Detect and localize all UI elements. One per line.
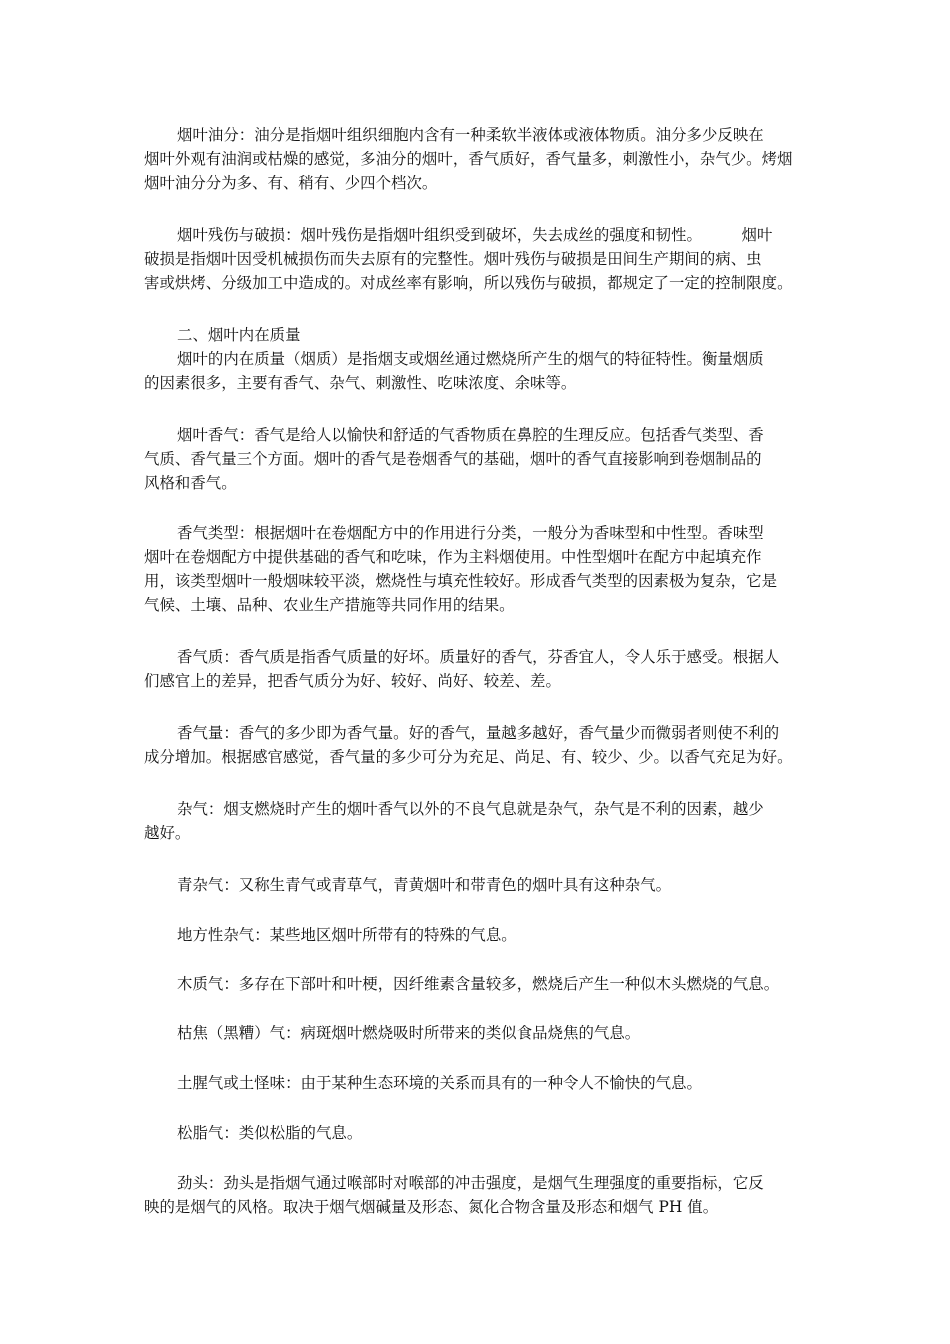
paragraph-line: 枯焦（黑糟）气：病斑烟叶燃烧吸时所带来的类似食品烧焦的气息。 [177, 1024, 641, 1042]
paragraph-line: 风格和香气。 [144, 474, 237, 492]
paragraph-line: 松脂气：类似松脂的气息。 [177, 1124, 363, 1142]
paragraph-line: 烟叶的内在质量（烟质）是指烟支或烟丝通过燃烧所产生的烟气的特征特性。衡量烟质 [177, 350, 764, 368]
paragraph-line: 木质气：多存在下部叶和叶梗，因纤维素含量较多，燃烧后产生一种似木头燃烧的气息。 [177, 975, 780, 993]
paragraph-line: 劲头：劲头是指烟气通过喉部时对喉部的冲击强度，是烟气生理强度的重要指标，它反 [177, 1174, 764, 1192]
paragraph-line: 香气量：香气的多少即为香气量。好的香气，量越多越好，香气量少而微弱者则使不利的 [177, 724, 780, 742]
paragraph-line: 土腥气或土怪味：由于某种生态环境的关系而具有的一种令人不愉快的气息。 [177, 1074, 702, 1092]
paragraph-line: 烟叶香气：香气是给人以愉快和舒适的气香物质在鼻腔的生理反应。包括香气类型、香 [177, 426, 764, 444]
paragraph-line: 们感官上的差异，把香气质分为好、较好、尚好、较差、差。 [144, 672, 561, 690]
paragraph-line: 杂气：烟支燃烧时产生的烟叶香气以外的不良气息就是杂气，杂气是不利的因素，越少 [177, 800, 764, 818]
paragraph-line: 成分增加。根据感官感觉，香气量的多少可分为充足、尚足、有、较少、少。以香气充足为好。 [144, 748, 793, 766]
paragraph-line: 烟叶外观有油润或枯燥的感觉，多油分的烟叶，香气质好，香气量多，刺激性小，杂气少。烤烟 [144, 150, 793, 168]
paragraph-line: 越好。 [144, 824, 191, 842]
paragraph-line: 气候、土壤、品种、农业生产措施等共同作用的结果。 [144, 596, 515, 614]
paragraph-line: 用，该类型烟叶一般烟味较平淡，燃烧性与填充性较好。形成香气类型的因素极为复杂，它是 [144, 572, 778, 590]
paragraph-line: 破损是指烟叶因受机械损伤而失去原有的完整性。烟叶残伤与破损是田间生产期间的病、虫 [144, 250, 762, 268]
paragraph-line: 烟叶油分分为多、有、稍有、少四个档次。 [144, 174, 438, 192]
paragraph-line: 害或烘烤、分级加工中造成的。对成丝率有影响，所以残伤与破损，都规定了一定的控制限度。 [144, 274, 793, 292]
paragraph-line: 气质、香气量三个方面。烟叶的香气是卷烟香气的基础，烟叶的香气直接影响到卷烟制品的 [144, 450, 762, 468]
paragraph-line: 地方性杂气：某些地区烟叶所带有的特殊的气息。 [177, 926, 517, 944]
paragraph-line: 映的是烟气的风格。取决于烟气烟碱量及形态、氮化合物含量及形态和烟气 PH 值。 [144, 1198, 719, 1216]
paragraph-line: 烟叶油分：油分是指烟叶组织细胞内含有一种柔软半液体或液体物质。油分多少反映在 [177, 126, 764, 144]
paragraph-line: 烟叶残伤与破损：烟叶残伤是指烟叶组织受到破坏，失去成丝的强度和韧性。 烟叶 [177, 226, 773, 244]
paragraph-line: 香气类型：根据烟叶在卷烟配方中的作用进行分类，一般分为香味型和中性型。香味型 [177, 524, 764, 542]
section-heading: 二、烟叶内在质量 [177, 326, 301, 344]
paragraph-line: 香气质：香气质是指香气质量的好坏。质量好的香气，芬香宜人，令人乐于感受。根据人 [177, 648, 780, 666]
paragraph-line: 青杂气：又称生青气或青草气，青黄烟叶和带青色的烟叶具有这种杂气。 [177, 876, 672, 894]
paragraph-line: 的因素很多，主要有香气、杂气、刺激性、吃味浓度、余味等。 [144, 374, 577, 392]
paragraph-line: 烟叶在卷烟配方中提供基础的香气和吃味，作为主料烟使用。中性型烟叶在配方中起填充作 [144, 548, 762, 566]
